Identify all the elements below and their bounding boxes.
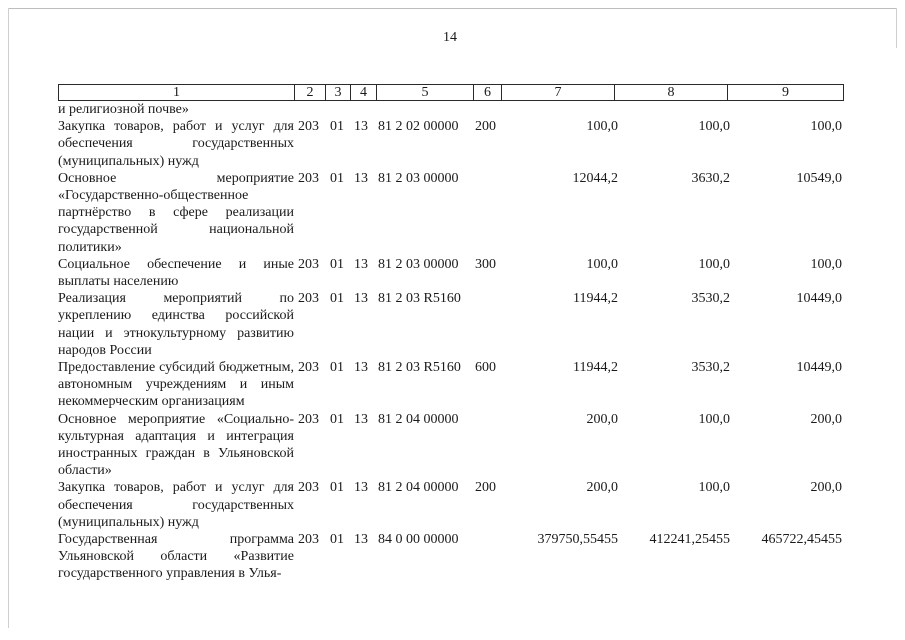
cell-col-3: 01 xyxy=(330,119,344,135)
row-name: Предоставление субсидий бюджетным, автономным учреждениям и иным некоммерческим организациям xyxy=(58,360,294,410)
cell-col-8: 3530,2 xyxy=(691,360,730,376)
header-col-4: 4 xyxy=(351,85,377,100)
header-col-3: 3 xyxy=(326,85,351,100)
cell-col-9: 465722,45455 xyxy=(761,532,842,548)
cell-col-4: 13 xyxy=(354,411,368,427)
row-name: Закупка товаров, работ и услуг для обеспечения государственных (муниципальных) нужд xyxy=(58,480,294,530)
cell-col-3: 01 xyxy=(330,170,344,186)
header-col-5: 5 xyxy=(377,85,474,100)
cell-col-3: 01 xyxy=(330,532,344,548)
page-frame-left xyxy=(8,8,9,628)
cell-col-3: 01 xyxy=(330,480,344,496)
cell-col-8: 100,0 xyxy=(698,411,730,427)
cell-col-2: 203 xyxy=(298,360,319,376)
row-name: Основное мероприятие «Государственно-общественное партнёрство в сфере реализации государственной национальной политики» xyxy=(58,170,294,255)
row-name: Закупка товаров, работ и услуг для обеспечения государственных (муниципальных) нужд xyxy=(58,119,294,169)
row-name: Социальное обеспечение и иные выплаты населению xyxy=(58,256,294,290)
table-header xyxy=(58,84,844,101)
cell-col-8: 100,0 xyxy=(698,480,730,496)
cell-col-8: 100,0 xyxy=(698,256,730,272)
cell-col-9: 200,0 xyxy=(810,411,842,427)
cell-col-8: 3630,2 xyxy=(691,170,730,186)
cell-col-5: 81 2 04 00000 xyxy=(378,411,459,427)
table-row xyxy=(58,359,848,411)
cell-col-5: 81 2 03 R5160 xyxy=(378,360,461,376)
cell-col-2: 203 xyxy=(298,170,319,186)
cell-col-2: 203 xyxy=(298,532,319,548)
cell-col-3: 01 xyxy=(330,360,344,376)
cell-col-6: 600 xyxy=(475,360,496,376)
cell-col-7: 100,0 xyxy=(586,119,618,135)
cell-col-9: 200,0 xyxy=(810,480,842,496)
cell-col-6: 300 xyxy=(475,256,496,272)
cell-col-7: 12044,2 xyxy=(572,170,618,186)
cell-col-5: 81 2 03 00000 xyxy=(378,170,459,186)
header-col-1: 1 xyxy=(59,85,295,100)
cell-col-4: 13 xyxy=(354,256,368,272)
cell-col-7: 200,0 xyxy=(586,480,618,496)
cell-col-2: 203 xyxy=(298,411,319,427)
table-row xyxy=(58,290,848,359)
cell-col-2: 203 xyxy=(298,291,319,307)
header-col-8: 8 xyxy=(615,85,728,100)
table-row xyxy=(58,531,848,583)
page-frame-right xyxy=(896,8,897,48)
row-name: Реализация мероприятий по укреплению единства российской нации и этнокультурному развитию народов России xyxy=(58,291,294,358)
cell-col-9: 10449,0 xyxy=(796,360,842,376)
row-name: Государственная программа Ульяновской области «Развитие государственного управления в Улья- xyxy=(58,532,294,582)
cell-col-8: 412241,25455 xyxy=(649,532,730,548)
cell-col-4: 13 xyxy=(354,360,368,376)
cell-col-5: 81 2 02 00000 xyxy=(378,119,459,135)
cell-col-7: 200,0 xyxy=(586,411,618,427)
table-row xyxy=(58,479,848,531)
row-name: и религиозной почве» xyxy=(58,102,189,117)
row-name: Основное мероприятие «Социально-культурная адаптация и интеграция иностранных граждан в Ульяновской области» xyxy=(58,411,294,479)
cell-col-5: 84 0 00 00000 xyxy=(378,532,459,548)
cell-col-4: 13 xyxy=(354,480,368,496)
cell-col-5: 81 2 03 R5160 xyxy=(378,291,461,307)
table-row xyxy=(58,101,848,118)
header-col-6: 6 xyxy=(474,85,502,100)
cell-col-6: 200 xyxy=(475,119,496,135)
table-row xyxy=(58,256,848,290)
cell-col-3: 01 xyxy=(330,411,344,427)
cell-col-7: 100,0 xyxy=(586,256,618,272)
header-col-9: 9 xyxy=(782,85,789,100)
cell-col-8: 3530,2 xyxy=(691,291,730,307)
cell-col-7: 11944,2 xyxy=(573,291,618,307)
cell-col-9: 100,0 xyxy=(810,256,842,272)
table-row xyxy=(58,170,848,256)
cell-col-7: 11944,2 xyxy=(573,360,618,376)
cell-col-2: 203 xyxy=(298,480,319,496)
cell-col-5: 81 2 04 00000 xyxy=(378,480,459,496)
page-number: 14 xyxy=(443,30,457,45)
header-col-2: 2 xyxy=(295,85,326,100)
header-col-7: 7 xyxy=(502,85,615,100)
cell-col-2: 203 xyxy=(298,256,319,272)
table-body xyxy=(58,101,848,583)
cell-col-7: 379750,55455 xyxy=(537,532,618,548)
cell-col-6: 200 xyxy=(475,480,496,496)
cell-col-4: 13 xyxy=(354,119,368,135)
page-frame-top xyxy=(8,8,896,9)
cell-col-4: 13 xyxy=(354,532,368,548)
cell-col-2: 203 xyxy=(298,119,319,135)
cell-col-4: 13 xyxy=(354,291,368,307)
cell-col-9: 10449,0 xyxy=(796,291,842,307)
cell-col-8: 100,0 xyxy=(698,119,730,135)
cell-col-4: 13 xyxy=(354,170,368,186)
cell-col-9: 100,0 xyxy=(810,119,842,135)
cell-col-5: 81 2 03 00000 xyxy=(378,256,459,272)
cell-col-3: 01 xyxy=(330,256,344,272)
cell-col-3: 01 xyxy=(330,291,344,307)
table-row xyxy=(58,118,848,170)
cell-col-9: 10549,0 xyxy=(796,170,842,186)
table-row xyxy=(58,411,848,480)
